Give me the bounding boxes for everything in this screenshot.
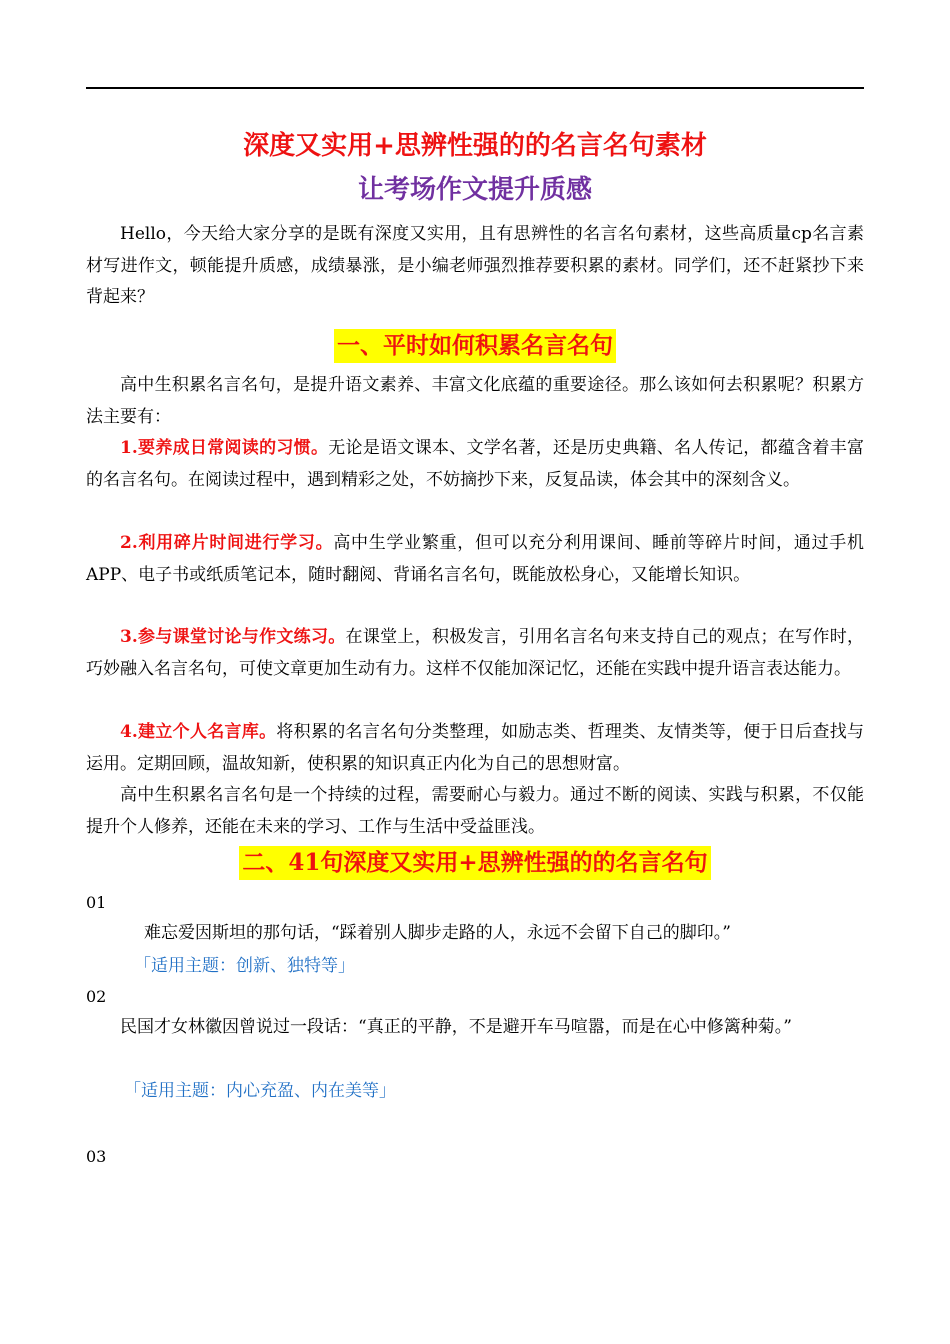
method-paragraph (86, 528, 864, 591)
method-title: 2.利用碎片时间进行学习。 (120, 533, 334, 553)
method-paragraph (86, 717, 864, 780)
method-text: 将积累的名言名句分类整理，如励志类、哲理类、友情类等，便于日后查找与运用。定期回顾，温故知新，使积累的知识真正内化为自己的思想财富。 (86, 722, 864, 774)
quote-number: 03 (86, 1147, 107, 1166)
header-rule (86, 87, 864, 89)
quote-number: 01 (86, 893, 107, 912)
method-text: 在课堂上，积极发言，引用名言名句来支持自己的观点；在写作时，巧妙融入名言名句，可使文章更加生动有力。这样不仅能加深记忆，还能在实践中提升语言表达能力。 (86, 627, 865, 679)
section1-summary: 高中生积累名言名句是一个持续的过程，需要耐心与毅力。通过不断的阅读、实践与积累，不仅能提升个人修养，还能在未来的学习、工作与生活中受益匪浅。 (86, 785, 864, 837)
section-heading-2 (86, 846, 864, 880)
section-heading-2-text: 二、41句深度又实用+思辨性强的的名言名句 (239, 846, 710, 880)
method-title: 3.参与课堂讨论与作文练习。 (120, 627, 346, 647)
section1-lead: 高中生积累名言名句，是提升语文素养、丰富文化底蕴的重要途径。那么该如何去积累呢？积累方法主要有： (86, 375, 864, 427)
quote-text: 难忘爱因斯坦的那句话，“踩着别人脚步走路的人，永远不会留下自己的脚印。” (144, 923, 731, 943)
section-heading-1 (86, 329, 864, 363)
page-subtitle: 让考场作文提升质感 (357, 175, 592, 205)
page-title: 深度又实用+思辨性强的的名言名句素材 (243, 131, 707, 161)
method-text: 无论是语文课本、文学名著，还是历史典籍、名人传记，都蕴含着丰富的名言名句。在阅读过程中，遇到精彩之处，不妨摘抄下来，反复品读，体会其中的深刻含义。 (86, 438, 864, 490)
intro-paragraph: Hello，今天给大家分享的是既有深度又实用，且有思辨性的名言名句素材，这些高质量cp名言素材写进作文，顿能提升质感，成绩暴涨，是小编老师强烈推荐要积累的素材。同学们，还不赶紧抄下来背起来？ (86, 224, 864, 307)
quote-text: 民国才女林徽因曾说过一段话：“真正的平静，不是避开车马喧嚣，而是在心中修篱种菊。” (120, 1017, 792, 1037)
quote-theme: 「适用主题：创新、独特等」 (134, 956, 355, 976)
quote-number: 02 (86, 987, 107, 1006)
method-title: 1.要养成日常阅读的习惯。 (120, 438, 329, 458)
method-paragraph (86, 433, 864, 496)
method-title: 4.建立个人名言库。 (120, 722, 277, 742)
method-text: 高中生学业繁重，但可以充分利用课间、睡前等碎片时间，通过手机APP、电子书或纸质笔记本，随时翻阅、背诵名言名句，既能放松身心，又能增长知识。 (86, 533, 865, 585)
section-heading-1-text: 一、平时如何积累名言名句 (334, 329, 616, 363)
quote-theme: 「适用主题：内心充盈、内在美等」 (124, 1081, 396, 1101)
method-paragraph (86, 622, 864, 685)
